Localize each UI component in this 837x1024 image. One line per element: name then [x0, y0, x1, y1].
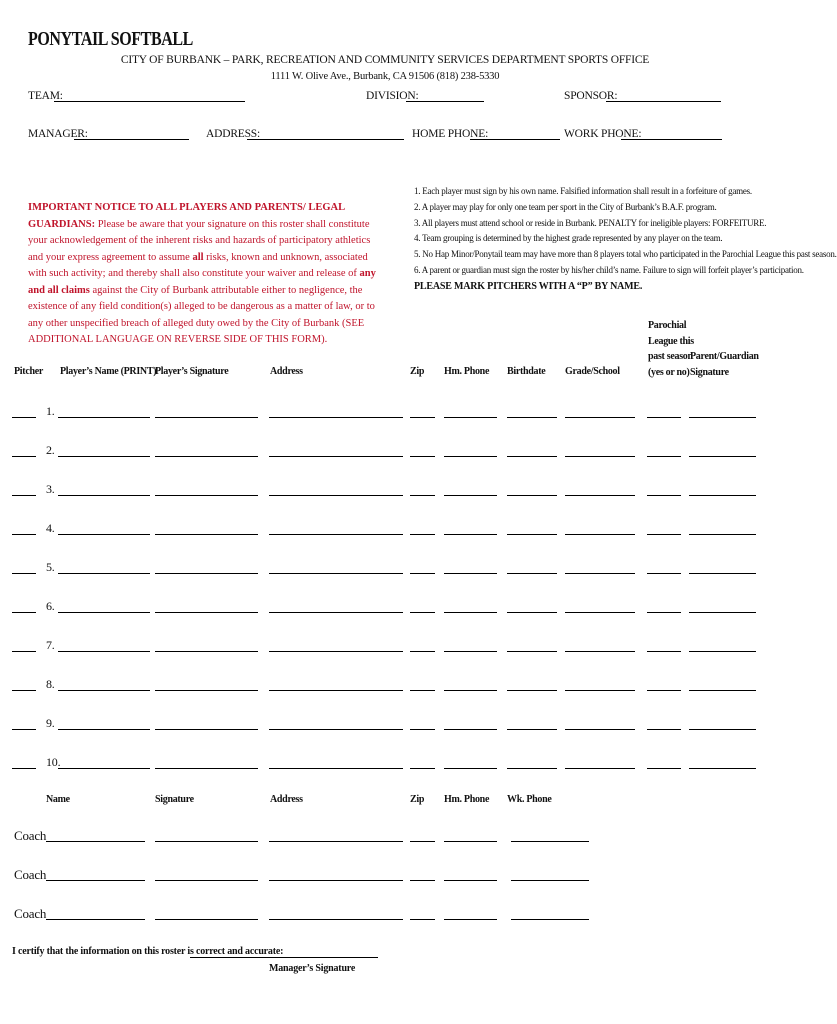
coach-hm-phone-field[interactable]	[444, 841, 497, 842]
row-number: 3.	[46, 482, 55, 496]
grade-school-field[interactable]	[565, 417, 635, 418]
birthdate-field[interactable]	[507, 417, 557, 418]
division-label: DIVISION:	[366, 90, 419, 102]
birthdate-field[interactable]	[507, 456, 557, 457]
parochial-field[interactable]	[647, 456, 681, 457]
player-signature-field[interactable]	[155, 729, 258, 730]
team-field[interactable]	[54, 101, 245, 102]
pitcher-field[interactable]	[12, 651, 36, 652]
player-signature-field[interactable]	[155, 495, 258, 496]
hm-phone-field[interactable]	[444, 456, 497, 457]
coach-wk-phone-field[interactable]	[511, 919, 589, 920]
address-field[interactable]	[269, 495, 403, 496]
coach-hm-phone-field[interactable]	[444, 880, 497, 881]
birthdate-field[interactable]	[507, 768, 557, 769]
zip-field[interactable]	[410, 573, 435, 574]
player-signature-field[interactable]	[155, 417, 258, 418]
address-field[interactable]	[247, 139, 404, 140]
notice-text-3: against the City of Burbank attributable either to negligence, the existence of any field condition(s) alleged to be dangerous as a matter of law, or to any other unspecified breach of alleged duty owed by the City of Burbank (SEE ADDITIONAL LANGUAGE ON REVERSE SIDE OF THIS FORM).	[28, 284, 375, 345]
player-signature-field[interactable]	[155, 456, 258, 457]
hm-phone-field[interactable]	[444, 612, 497, 613]
pitcher-field[interactable]	[12, 612, 36, 613]
grade-school-field[interactable]	[565, 573, 635, 574]
home-phone-label: HOME PHONE:	[412, 128, 489, 140]
manager-label: MANAGER:	[28, 128, 88, 140]
address-field[interactable]	[269, 573, 403, 574]
grade-school-field[interactable]	[565, 495, 635, 496]
zip-field[interactable]	[410, 768, 435, 769]
player-name-field[interactable]	[58, 651, 150, 652]
pitcher-field[interactable]	[12, 729, 36, 730]
division-field[interactable]	[406, 101, 484, 102]
col-parent-guardian	[690, 349, 759, 380]
pitcher-field[interactable]	[12, 495, 36, 496]
notice-heading: IMPORTANT NOTICE TO ALL PLAYERS AND PARENTS/ LEGAL GUARDIANS:	[28, 202, 345, 230]
notice-text-1: Please be aware that your signature on this roster shall constitute your acknowledgement of the inherent risks and hazards of participatory athletics and your express agreement to assume	[28, 218, 371, 263]
parochial-field[interactable]	[647, 690, 681, 691]
birthdate-field[interactable]	[507, 495, 557, 496]
coach-signature-field[interactable]	[155, 880, 258, 881]
row-number: 1.	[46, 404, 55, 418]
hm-phone-field[interactable]	[444, 495, 497, 496]
work-phone-field[interactable]	[621, 139, 722, 140]
coach-signature-field[interactable]	[155, 841, 258, 842]
pitchers-note: PLEASE MARK PITCHERS WITH A “P” BY NAME.	[414, 281, 643, 292]
address-field[interactable]	[269, 729, 403, 730]
grade-school-field[interactable]	[565, 534, 635, 535]
rule-item: 5. No Hap Minor/Ponytail team may have more than 8 players total who participated in the Parochial League this past season.	[414, 249, 837, 260]
parochial-field[interactable]	[647, 495, 681, 496]
hm-phone-field[interactable]	[444, 690, 497, 691]
parent-signature-field[interactable]	[689, 417, 756, 418]
zip-field[interactable]	[410, 495, 435, 496]
home-phone-field[interactable]	[470, 139, 560, 140]
col-parent-line: Parent/Guardian	[690, 351, 759, 362]
col-parochial-line: past season	[648, 351, 693, 362]
coach-label: Coach	[14, 867, 47, 882]
coach-name-field[interactable]	[46, 919, 145, 920]
coach-col-signature: Signature	[155, 794, 194, 805]
address-field[interactable]	[269, 534, 403, 535]
rule-item: 4. Team grouping is determined by the highest grade represented by any player on the team.	[414, 233, 723, 244]
pitcher-field[interactable]	[12, 690, 36, 691]
department-name: CITY OF BURBANK – PARK, RECREATION AND COMMUNITY SERVICES DEPARTMENT SPORTS OFFICE	[120, 54, 650, 66]
pitcher-field[interactable]	[12, 573, 36, 574]
parent-signature-field[interactable]	[689, 456, 756, 457]
manager-field[interactable]	[74, 139, 189, 140]
col-parochial	[648, 318, 694, 380]
player-name-field[interactable]	[58, 729, 150, 730]
coach-address-field[interactable]	[269, 880, 403, 881]
player-name-field[interactable]	[58, 612, 150, 613]
birthdate-field[interactable]	[507, 573, 557, 574]
notice-any-all-claims: any and all claims	[28, 268, 376, 296]
row-number: 9.	[46, 716, 55, 730]
rule-item: 3. All players must attend school or reside in Burbank. PENALTY for ineligible players: FORFEITURE.	[414, 217, 767, 228]
zip-field[interactable]	[410, 417, 435, 418]
parochial-field[interactable]	[647, 651, 681, 652]
player-name-field[interactable]	[58, 573, 150, 574]
player-name-field[interactable]	[58, 690, 150, 691]
player-name-field[interactable]	[58, 417, 150, 418]
col-grade-school: Grade/School	[565, 366, 620, 377]
player-name-field[interactable]	[58, 456, 150, 457]
hm-phone-field[interactable]	[444, 417, 497, 418]
coach-address-field[interactable]	[269, 841, 403, 842]
parent-signature-field[interactable]	[689, 495, 756, 496]
coach-col-zip: Zip	[410, 794, 425, 805]
coach-zip-field[interactable]	[410, 880, 435, 881]
coach-col-wk-phone: Wk. Phone	[507, 794, 552, 805]
col-pitcher: Pitcher	[14, 366, 43, 377]
coach-label: Coach	[14, 906, 47, 921]
parochial-field[interactable]	[647, 768, 681, 769]
address-field[interactable]	[269, 612, 403, 613]
player-name-field[interactable]	[58, 495, 150, 496]
pitcher-field[interactable]	[12, 456, 36, 457]
coach-col-address: Address	[270, 794, 303, 805]
address-field[interactable]	[269, 456, 403, 457]
parent-signature-field[interactable]	[689, 768, 756, 769]
parochial-field[interactable]	[647, 729, 681, 730]
grade-school-field[interactable]	[565, 690, 635, 691]
player-signature-field[interactable]	[155, 651, 258, 652]
hm-phone-field[interactable]	[444, 768, 497, 769]
birthdate-field[interactable]	[507, 690, 557, 691]
parent-signature-field[interactable]	[689, 729, 756, 730]
coach-address-field[interactable]	[269, 919, 403, 920]
coach-col-name: Name	[46, 794, 70, 805]
rules-list	[414, 184, 837, 279]
hm-phone-field[interactable]	[444, 534, 497, 535]
rule-item: 1. Each player must sign by his own name. Falsified information shall result in a forfeiture of games.	[414, 186, 752, 196]
player-signature-field[interactable]	[155, 534, 258, 535]
birthdate-field[interactable]	[507, 612, 557, 613]
grade-school-field[interactable]	[565, 456, 635, 457]
manager-signature-label: Manager’s Signature	[269, 963, 356, 974]
coach-signature-field[interactable]	[155, 919, 258, 920]
important-notice	[28, 200, 383, 349]
zip-field[interactable]	[410, 534, 435, 535]
col-players-name: Player’s Name (PRINT)	[60, 366, 157, 377]
parent-signature-field[interactable]	[689, 573, 756, 574]
rule-item: 2. A player may play for only one team per sport in the City of Burbank’s B.A.F. program.	[414, 201, 717, 212]
hm-phone-field[interactable]	[444, 573, 497, 574]
coach-col-hm-phone: Hm. Phone	[444, 794, 490, 805]
parochial-field[interactable]	[647, 417, 681, 418]
zip-field[interactable]	[410, 612, 435, 613]
player-signature-field[interactable]	[155, 690, 258, 691]
coach-zip-field[interactable]	[410, 841, 435, 842]
col-parochial-line: League this	[648, 335, 694, 347]
address-label: ADDRESS:	[206, 128, 260, 140]
parent-signature-field[interactable]	[689, 534, 756, 535]
col-zip: Zip	[410, 366, 425, 377]
col-parochial-line: (yes or no)	[648, 366, 690, 378]
sponsor-label: SPONSOR:	[564, 90, 618, 102]
page-title: PONYTAIL SOFTBALL	[28, 28, 193, 50]
sponsor-field[interactable]	[606, 101, 721, 102]
col-parochial-line: Parochial	[648, 320, 687, 331]
player-signature-field[interactable]	[155, 573, 258, 574]
office-address: 1111 W. Olive Ave., Burbank, CA 91506 (818) 238-5330	[270, 71, 500, 82]
col-parent-line: Signature	[690, 366, 729, 378]
hm-phone-field[interactable]	[444, 729, 497, 730]
parent-signature-field[interactable]	[689, 651, 756, 652]
coach-wk-phone-field[interactable]	[511, 841, 589, 842]
row-number: 5.	[46, 560, 55, 574]
zip-field[interactable]	[410, 690, 435, 691]
player-signature-field[interactable]	[155, 612, 258, 613]
grade-school-field[interactable]	[565, 651, 635, 652]
team-label: TEAM:	[28, 90, 63, 102]
player-name-field[interactable]	[58, 768, 150, 769]
row-number: 6.	[46, 599, 55, 613]
col-address: Address	[270, 366, 303, 377]
row-number: 4.	[46, 521, 55, 535]
notice-all: all	[192, 251, 204, 263]
address-field[interactable]	[269, 417, 403, 418]
work-phone-label: WORK PHONE:	[564, 128, 642, 140]
rule-item: 6. A parent or guardian must sign the roster by his/her child’s name. Failure to sign will forfeit player’s participation.	[414, 264, 804, 275]
notice-text-2: risks, known and unknown, associated with such activity; and thereby shall also constitute your waiver and release of	[28, 251, 368, 279]
address-field[interactable]	[269, 690, 403, 691]
grade-school-field[interactable]	[565, 729, 635, 730]
address-field[interactable]	[269, 651, 403, 652]
row-number: 2.	[46, 443, 55, 457]
parochial-field[interactable]	[647, 573, 681, 574]
address-field[interactable]	[269, 768, 403, 769]
parent-signature-field[interactable]	[689, 612, 756, 613]
col-players-signature: Player’s Signature	[155, 366, 229, 377]
certify-statement: I certify that the information on this roster is correct and accurate:	[12, 946, 284, 957]
col-hm-phone: Hm. Phone	[444, 366, 490, 377]
row-number: 7.	[46, 638, 55, 652]
birthdate-field[interactable]	[507, 534, 557, 535]
player-name-field[interactable]	[58, 534, 150, 535]
zip-field[interactable]	[410, 729, 435, 730]
parochial-field[interactable]	[647, 534, 681, 535]
coach-name-field[interactable]	[46, 880, 145, 881]
pitcher-field[interactable]	[12, 534, 36, 535]
grade-school-field[interactable]	[565, 612, 635, 613]
coach-label: Coach	[14, 828, 47, 843]
birthdate-field[interactable]	[507, 729, 557, 730]
coach-name-field[interactable]	[46, 841, 145, 842]
parent-signature-field[interactable]	[689, 690, 756, 691]
hm-phone-field[interactable]	[444, 651, 497, 652]
manager-signature-field[interactable]	[190, 957, 378, 958]
zip-field[interactable]	[410, 456, 435, 457]
coach-hm-phone-field[interactable]	[444, 919, 497, 920]
col-birthdate: Birthdate	[507, 366, 546, 377]
player-signature-field[interactable]	[155, 768, 258, 769]
zip-field[interactable]	[410, 651, 435, 652]
pitcher-field[interactable]	[12, 768, 36, 769]
birthdate-field[interactable]	[507, 651, 557, 652]
coach-zip-field[interactable]	[410, 919, 435, 920]
parochial-field[interactable]	[647, 612, 681, 613]
pitcher-field[interactable]	[12, 417, 36, 418]
row-number: 10.	[46, 755, 61, 769]
coach-wk-phone-field[interactable]	[511, 880, 589, 881]
row-number: 8.	[46, 677, 55, 691]
grade-school-field[interactable]	[565, 768, 635, 769]
